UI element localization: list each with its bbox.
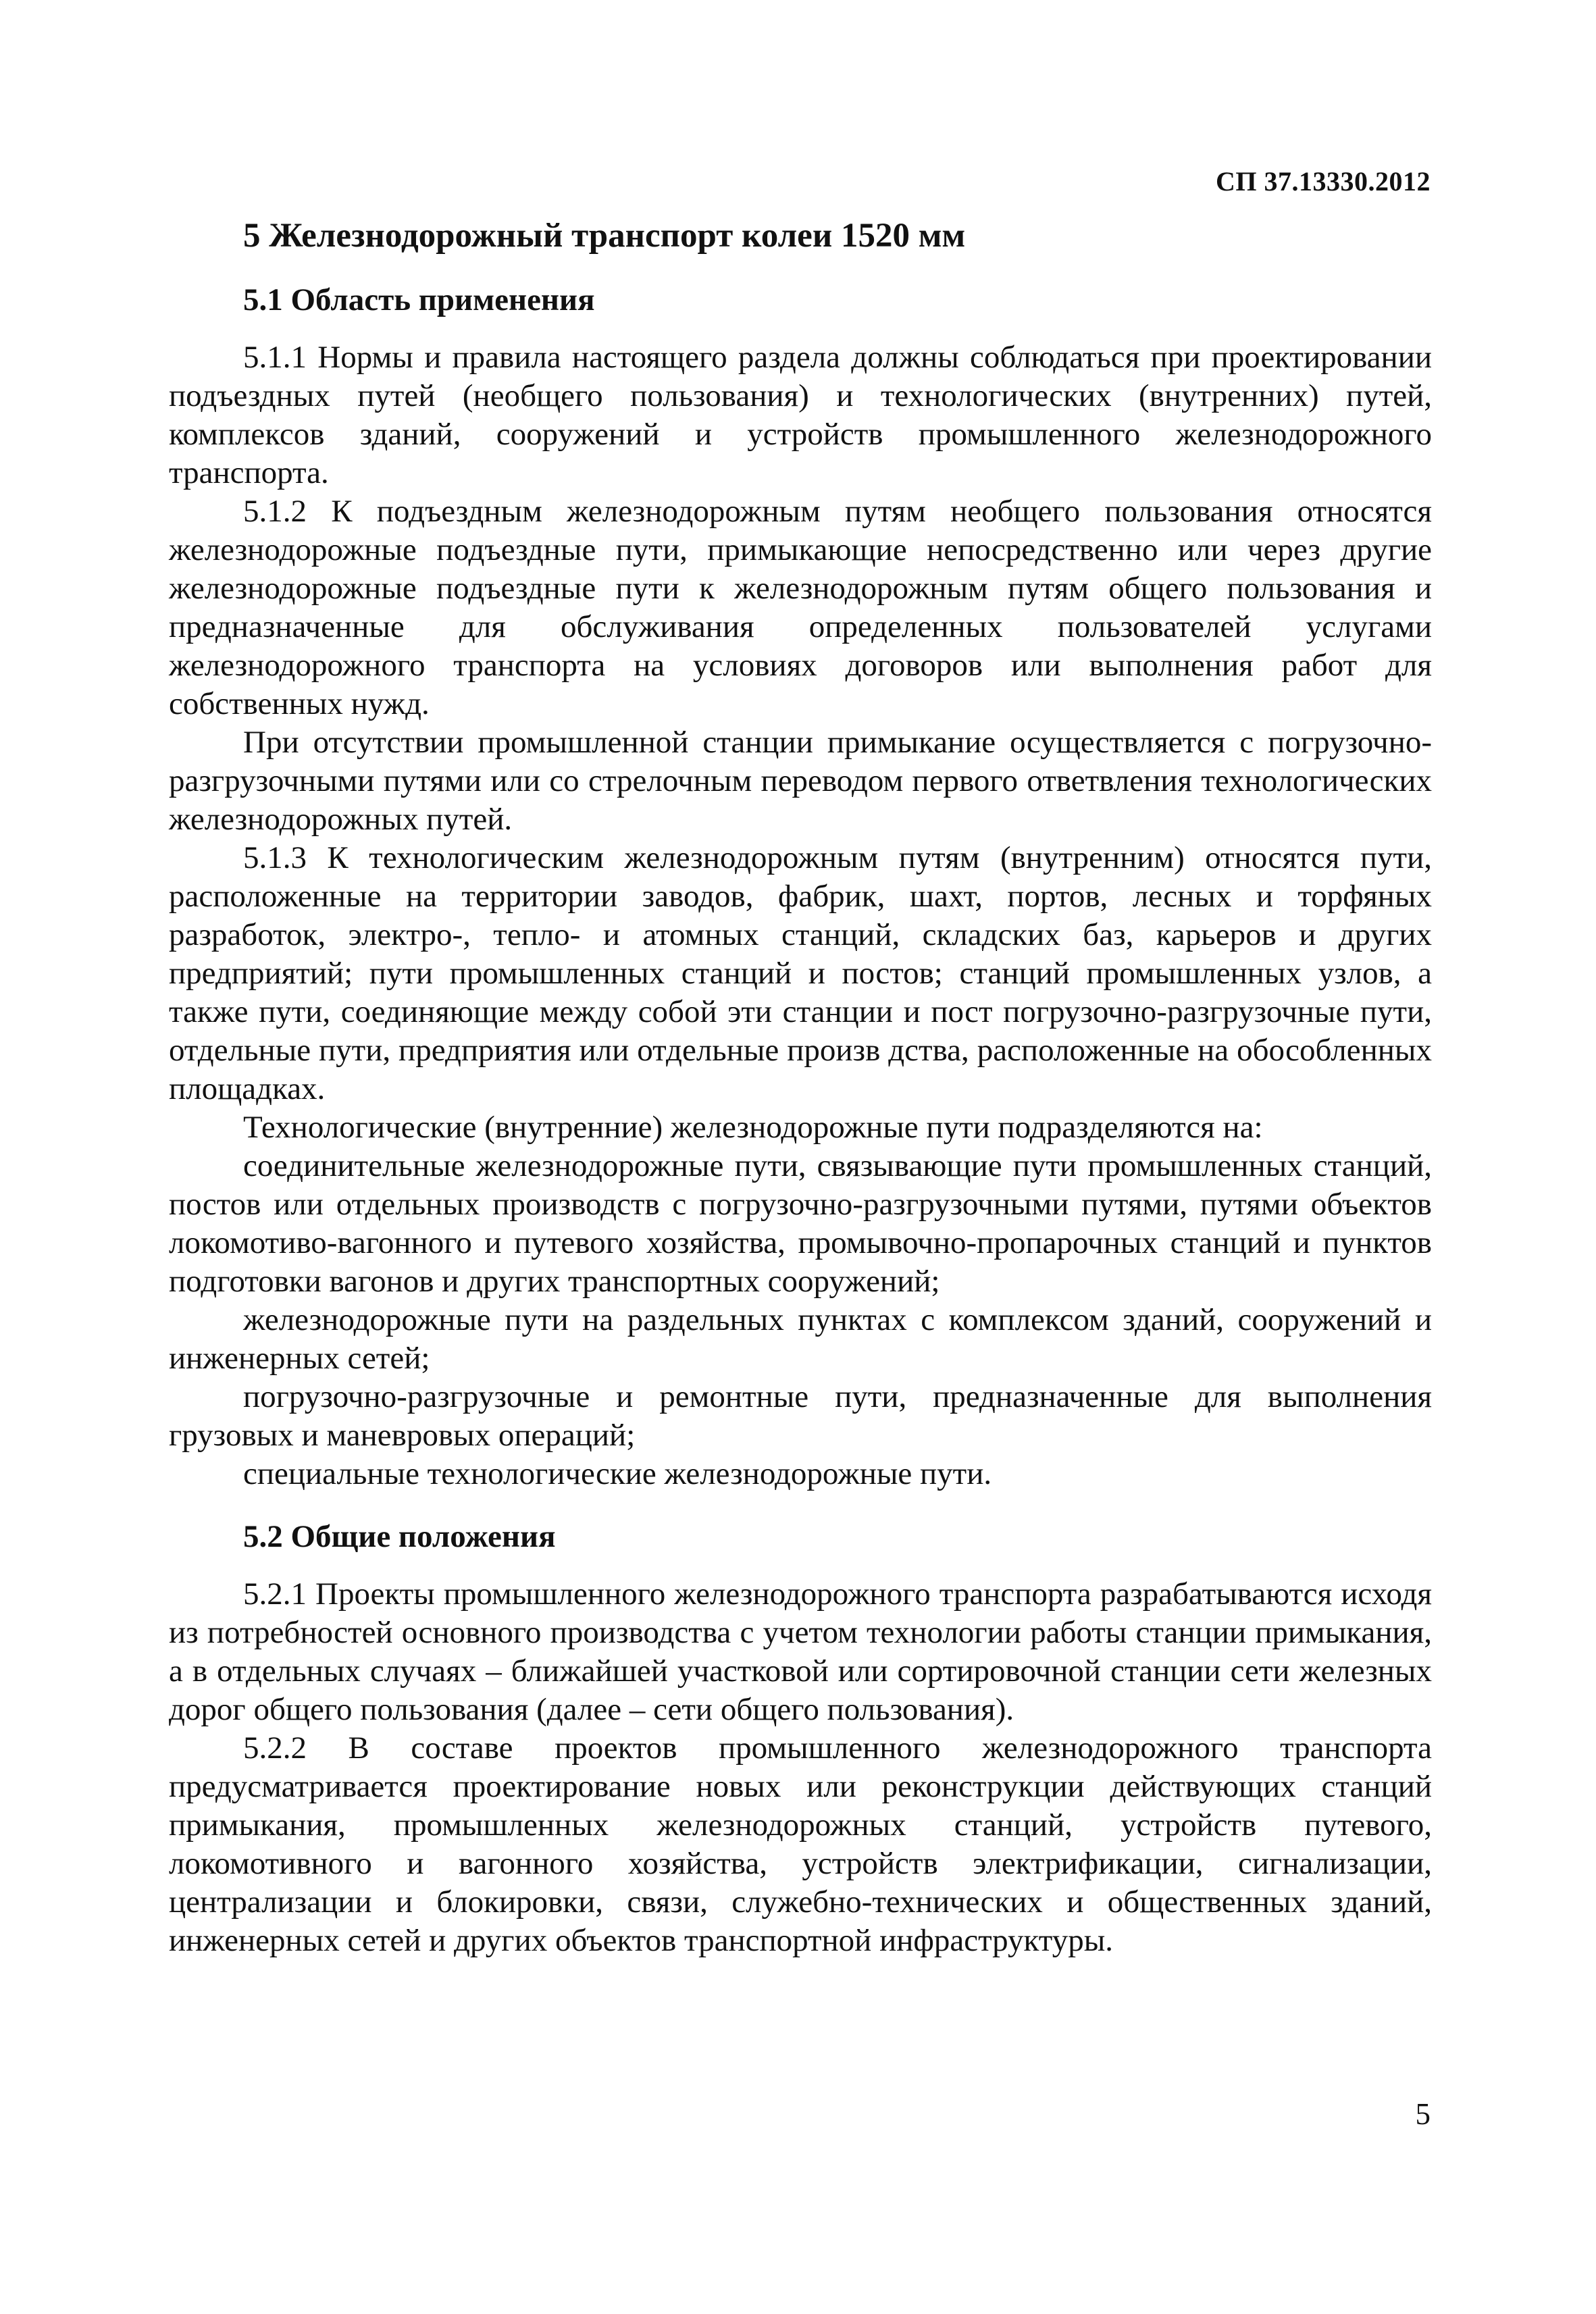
paragraph: Технологические (внутренние) железнодорожные пути подразделяются на: — [243, 1110, 1263, 1145]
list-item: железнодорожные пути на раздельных пунктах с комплексом зданий, сооружений и инженерных сетей; — [169, 1302, 1432, 1376]
paragraph: 5.2.2 В составе проектов промышленного железнодорожного транспорта предусматривается проектирование новых или реконструкции действующих станций примыкания, промышленных железнодорожных станций, устройств путевого, локомотивного и вагонного хозяйства, устройств электрификации, сигнализации, централизации и блокировки, связи, служебно-технических и общественных зданий, инженерных сетей и других объектов транспортной инфраструктуры. — [169, 1730, 1432, 1958]
subsection-title-scope: 5.1 Область применения — [243, 282, 595, 317]
paragraph: 5.1.2 К подъездным железнодорожным путям необщего пользования относятся железнодорожные подъездные пути, примыкающие непосредственно или через другие железнодорожные подъездные пути к железнодорожным путям общего пользования и предназначенные для обслуживания определенных пользователей услугами железнодорожного транспорта на условиях договоров или выполнения работ для собственных нужд. — [169, 494, 1432, 721]
paragraph: 5.2.1 Проекты промышленного железнодорожного транспорта разрабатываются исходя из потребностей основного производства с учетом технологии работы станции примыкания, а в отдельных случаях – ближайшей участковой или сортировочной станции сети железных дорог общего пользования (далее – сети общего пользования). — [169, 1576, 1432, 1727]
list-item: погрузочно-разгрузочные и ремонтные пути, предназначенные для выполнения грузовых и маневровых операций; — [169, 1379, 1432, 1453]
subsection-title-general: 5.2 Общие положения — [243, 1519, 556, 1554]
paragraph: 5.1.1 Нормы и правила настоящего раздела должны соблюдаться при проектировании подъездных путей (необщего пользования) и технологических (внутренних) путей, комплексов зданий, сооружений и устройств промышленного железнодорожного транспорта. — [169, 340, 1432, 490]
page-number: 5 — [1415, 2097, 1431, 2131]
document-code: СП 37.13330.2012 — [1216, 166, 1431, 197]
section-title: 5 Железнодорожный транспорт колеи 1520 мм — [243, 217, 966, 255]
list-item: специальные технологические железнодорожные пути. — [243, 1456, 992, 1491]
document-body — [169, 215, 1432, 1960]
paragraph: 5.1.3 К технологическим железнодорожным путям (внутренним) относятся пути, расположенные на территории заводов, фабрик, шахт, портов, лесных и торфяных разработок, электро-, тепло- и атомных станций, складских баз, карьеров и других предприятий; пути промышленных станций и постов; станций промышленных узлов, а также пути, соединяющие между собой эти станции и пост погрузочно-разгрузочные пути, отдельные пути, предприятия или отдельные произв дства, расположенные на обособленных площадках. — [169, 840, 1432, 1106]
paragraph: При отсутствии промышленной станции примыкание осуществляется с погрузочно-разгрузочными путями или со стрелочным переводом первого ответвления технологических железнодорожных путей. — [169, 725, 1432, 837]
list-item: соединительные железнодорожные пути, связывающие пути промышленных станций, постов или отдельных производств с погрузочно-разгрузочными путями, путями объектов локомотиво-вагонного и путевого хозяйства, промывочно-пропарочных станций и пунктов подготовки вагонов и других транспортных сооружений; — [169, 1148, 1432, 1299]
